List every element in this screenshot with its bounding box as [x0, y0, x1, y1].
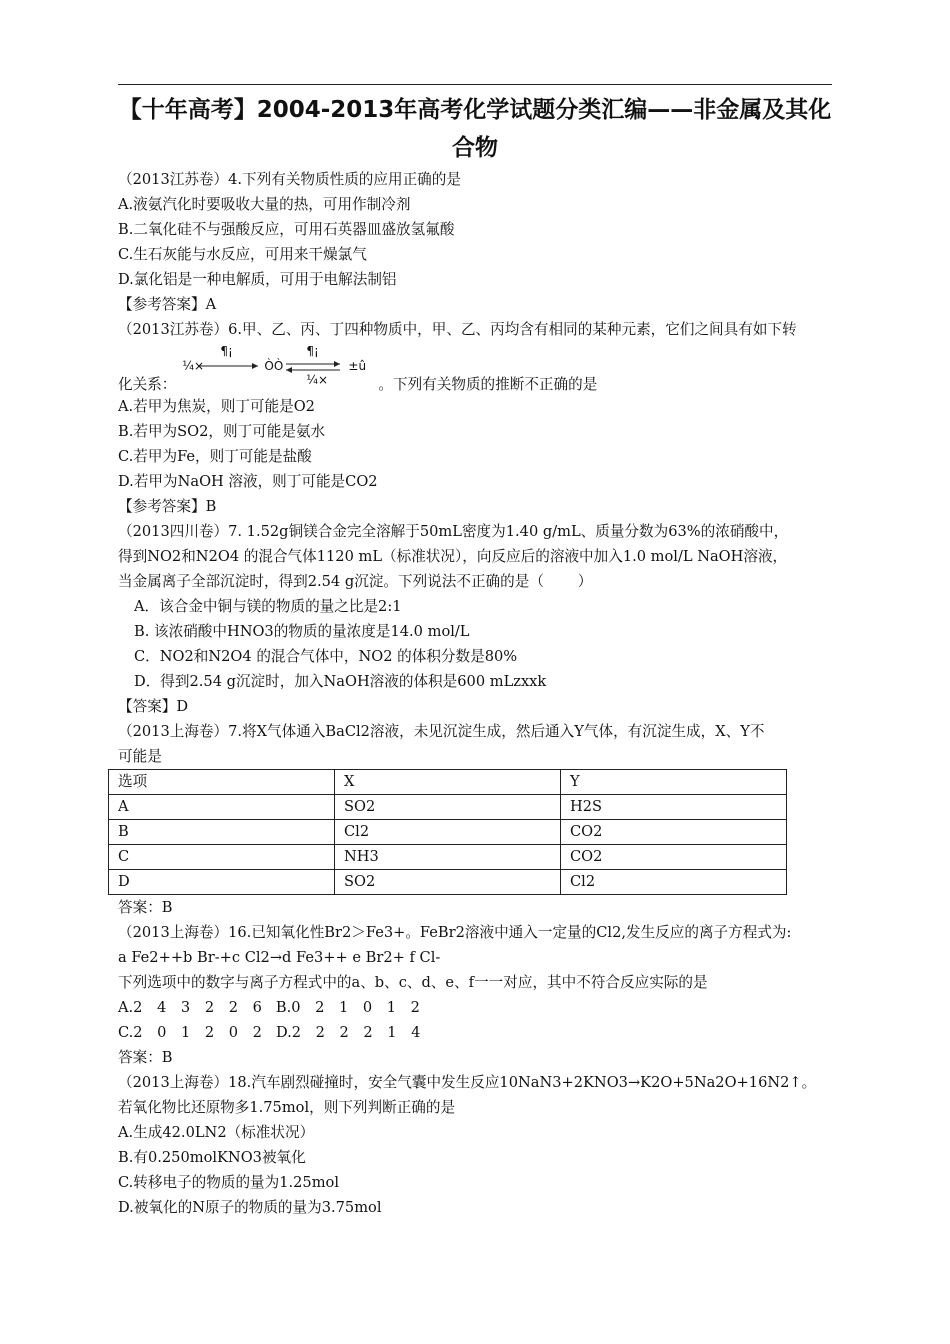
question-stem-with-scheme	[118, 342, 832, 394]
question-6	[118, 1070, 832, 1220]
option-row-2	[118, 1020, 832, 1045]
option-a: A.若甲为焦炭，则丁可能是O2	[118, 398, 315, 415]
option-c: C.2 0 1 2 0 2	[118, 1024, 262, 1041]
option-d: D.2 2 2 2 1 4	[275, 1024, 421, 1041]
table-cell: D	[109, 870, 335, 895]
option-d: D.被氧化的N原子的物质的量为3.75mol	[118, 1199, 382, 1216]
question-1	[118, 167, 832, 317]
question-4	[118, 719, 832, 920]
table-cell: CO2	[561, 845, 787, 870]
question-stem-line-2: 可能是	[118, 748, 162, 765]
option-d: D.氯化铝是一种电解质，可用于电解法制铝	[118, 271, 397, 288]
option-d: D.若甲为NaOH 溶液，则丁可能是CO2	[118, 473, 378, 490]
option-c: C.若甲为Fe，则丁可能是盐酸	[118, 448, 312, 465]
table-cell: H2S	[561, 795, 787, 820]
question-5	[118, 920, 832, 1070]
answer: 【答案】D	[118, 698, 189, 715]
stem-suffix: 。下列有关物质的推断不正确的是	[378, 376, 598, 393]
page-title: 【十年高考】2004-2013年高考化学试题分类汇编——非金属及其化合物	[118, 97, 832, 161]
option-c: C.转移电子的物质的量为1.25mol	[118, 1174, 340, 1191]
question-2	[118, 317, 832, 519]
stem-prefix: 化关系：	[118, 376, 177, 393]
option-b: B.0 2 1 0 1 2	[275, 999, 420, 1016]
ion-equation: a Fe2++b Br-+c Cl2→d Fe3++ e Br2+ f Cl-	[118, 949, 441, 966]
table-row	[109, 820, 787, 845]
table-cell: A	[109, 795, 335, 820]
option-row-1	[118, 995, 832, 1020]
question-stem: （2013江苏卷）4.下列有关物质性质的应用正确的是	[118, 171, 461, 188]
options-table	[108, 769, 787, 895]
option-c: C．NO2和N2O4 的混合气体中，NO2 的体积分数是80%	[134, 648, 518, 665]
table-row	[109, 845, 787, 870]
option-c: C.生石灰能与水反应，可用来干燥氯气	[118, 246, 367, 263]
option-a: A．该合金中铜与镁的物质的量之比是2:1	[134, 598, 402, 615]
document-page	[118, 84, 832, 1220]
scheme-label-top-2: ¶¡	[306, 344, 319, 358]
table-header-cell: 选项	[109, 770, 335, 795]
option-a: A.生成42.0LN2（标准状况）	[118, 1124, 315, 1141]
table-cell: Cl2	[335, 820, 561, 845]
question-stem-line-3: 当金属离子全部沉淀时，得到2.54 g沉淀。下列说法不正确的是（ ）	[118, 573, 593, 590]
table-cell: Cl2	[561, 870, 787, 895]
scheme-label-bottom: ¼×	[306, 373, 329, 387]
header-rule	[118, 84, 832, 85]
scheme-label-top-1: ¶¡	[220, 344, 233, 358]
table-header-row	[109, 770, 787, 795]
question-stem-line-1: （2013上海卷）7.将X气体通入BaCl2溶液，未见沉淀生成，然后通入Y气体，有沉淀生成，X、Y不	[118, 723, 765, 740]
option-b: B.二氧化硅不与强酸反应，可用石英器皿盛放氢氟酸	[118, 221, 455, 238]
question-stem-line-2: 若氧化物比还原物多1.75mol，则下列判断正确的是	[118, 1099, 456, 1116]
question-stem: （2013江苏卷）6.甲、乙、丙、丁四种物质中，甲、乙、丙均含有相同的某种元素，它们之间具有如下转	[118, 321, 797, 338]
question-stem-line-3: 下列选项中的数字与离子方程式中的a、b、c、d、e、f一一对应，其中不符合反应实际的是	[118, 974, 708, 991]
question-3	[118, 519, 832, 719]
scheme-node-a: ¼×	[182, 359, 205, 373]
answer: 【参考答案】A	[118, 296, 217, 313]
table-header-cell: X	[335, 770, 561, 795]
option-a: A.液氨汽化时要吸收大量的热，可用作制冷剂	[118, 196, 411, 213]
option-b: B.若甲为SO2，则丁可能是氨水	[118, 423, 326, 440]
answer: 答案：B	[118, 1049, 173, 1066]
question-stem-line-1: （2013四川卷）7. 1.52g铜镁合金完全溶解于50mL密度为1.40 g/mL、质量分数为63%的浓硝酸中，	[118, 523, 789, 540]
table-cell: C	[109, 845, 335, 870]
answer: 答案：B	[118, 899, 173, 916]
answer: 【参考答案】B	[118, 498, 217, 515]
option-b: B. 该浓硝酸中HNO3的物质的量浓度是14.0 mol/L	[134, 623, 470, 640]
table-row	[109, 870, 787, 895]
table-row	[109, 795, 787, 820]
table-cell: B	[109, 820, 335, 845]
table-cell: SO2	[335, 870, 561, 895]
option-a: A.2 4 3 2 2 6	[118, 999, 262, 1016]
scheme-node-c: ±û	[348, 359, 367, 373]
table-cell: SO2	[335, 795, 561, 820]
question-stem-line-1: （2013上海卷）18.汽车剧烈碰撞时，安全气囊中发生反应10NaN3+2KNO3→K2O+5Na2O+16N2↑。	[118, 1074, 817, 1091]
option-b: B.有0.250molKNO3被氧化	[118, 1149, 306, 1166]
question-stem-line-1: （2013上海卷）16.已知氧化性Br2＞Fe3+。FeBr2溶液中通入一定量的Cl2,发生反应的离子方程式为:	[118, 924, 792, 941]
conversion-scheme	[182, 342, 372, 390]
question-stem-line-2: 得到NO2和N2O4 的混合气体1120 mL（标准状况），向反应后的溶液中加入1.0 mol/L NaOH溶液，	[118, 548, 788, 565]
table-cell: NH3	[335, 845, 561, 870]
table-header-cell: Y	[561, 770, 787, 795]
option-d: D．得到2.54 g沉淀时，加入NaOH溶液的体积是600 mLzxxk	[134, 673, 547, 690]
scheme-node-b: ÒÒ	[264, 359, 284, 373]
table-cell: CO2	[561, 820, 787, 845]
